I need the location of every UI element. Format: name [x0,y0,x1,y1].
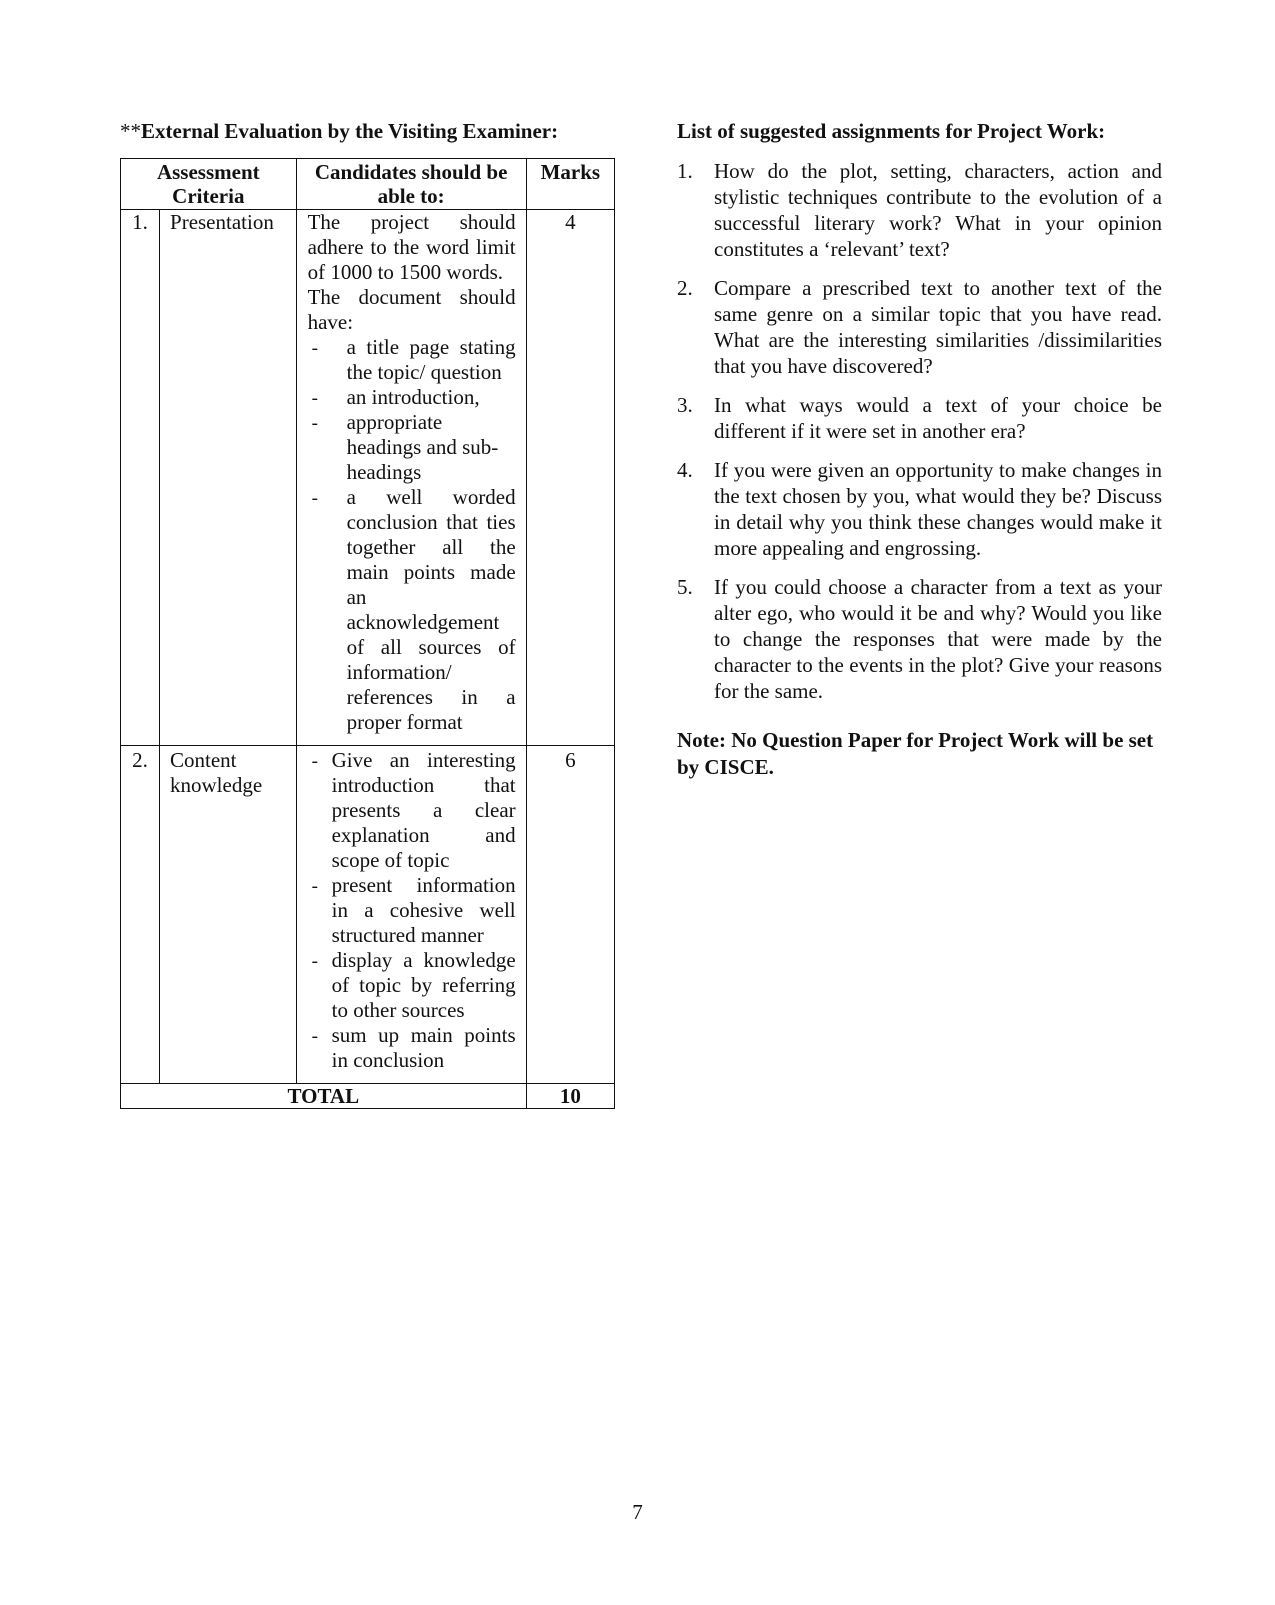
description-intro: The project should adhere to the word limit of 1000 to 1500 words. [307,210,516,284]
list-item: - Give an interesting introduction that presents a clear explanation and scope of topic [308,748,516,873]
list-item: 1. How do the plot, setting, characters, action and stylistic techniques contribute to the evolution of a successful literary work? What in your opinion constitutes a ‘relevant’ text? [677,159,1162,261]
row-number: 1. [121,210,160,746]
heading-asterisks: ** [120,119,141,143]
total-marks: 10 [526,1084,614,1109]
table-row [121,210,615,746]
right-column [677,118,1162,781]
list-item: - sum up main points in conclusion [308,1023,516,1073]
row-criteria: Presentation [160,210,297,746]
list-item: - a title page stating the topic/ question [308,335,516,385]
row-description [296,210,526,746]
total-label: TOTAL [121,1084,527,1109]
evaluation-table [120,158,615,1109]
table-header-row [121,159,615,210]
row-description [296,746,526,1084]
description-list [308,748,516,1073]
note-text: Note: No Question Paper for Project Work will be set by CISCE. [677,728,1154,779]
list-item: - appropriate headings and sub-headings [308,410,516,485]
table-row [121,746,615,1084]
list-item: - display a knowledge of topic by referring to other sources [308,948,516,1023]
external-evaluation-heading [120,118,615,145]
row-number: 2. [121,746,160,1084]
header-marks: Marks [526,159,614,210]
description-intro-2: The document should have: [307,285,516,334]
heading-text: External Evaluation by the Visiting Examiner: [141,119,559,143]
assignments-heading: List of suggested assignments for Project Work: [677,119,1106,143]
row-criteria: Content knowledge [160,746,297,1084]
description-list [308,335,516,735]
list-item: 3. In what ways would a text of your choice be different if it were set in another era? [677,393,1162,443]
header-assessment-criteria: Assessment Criteria [121,159,297,210]
list-item: 4. If you were given an opportunity to make changes in the text chosen by you, what would they be? Discuss in detail why you think these changes would make it more appealing and engrossing. [677,458,1162,560]
page-number: 7 [632,1500,643,1524]
row-marks: 4 [526,210,614,746]
list-item: - present information in a cohesive well structured manner [308,873,516,948]
header-candidates: Candidates should be able to: [296,159,526,210]
list-item: - an introduction, [308,385,516,410]
list-item: 2. Compare a prescribed text to another text of the same genre on a similar topic that you have read. What are the interesting similarities /dissimilarities that you have discovered? [677,276,1162,378]
list-item: 5. If you could choose a character from a text as your alter ego, who would it be and why? Would you like to change the responses that were made by the character to the events in the plot? Give your reasons for the same. [677,575,1162,703]
total-row [121,1084,615,1109]
left-column [120,118,615,1109]
list-item: - a well worded conclusion that ties together all the main points made an acknowledgement of all sources of information/ references in a proper format [308,485,516,735]
assignments-list [677,158,1162,704]
row-marks: 6 [526,746,614,1084]
